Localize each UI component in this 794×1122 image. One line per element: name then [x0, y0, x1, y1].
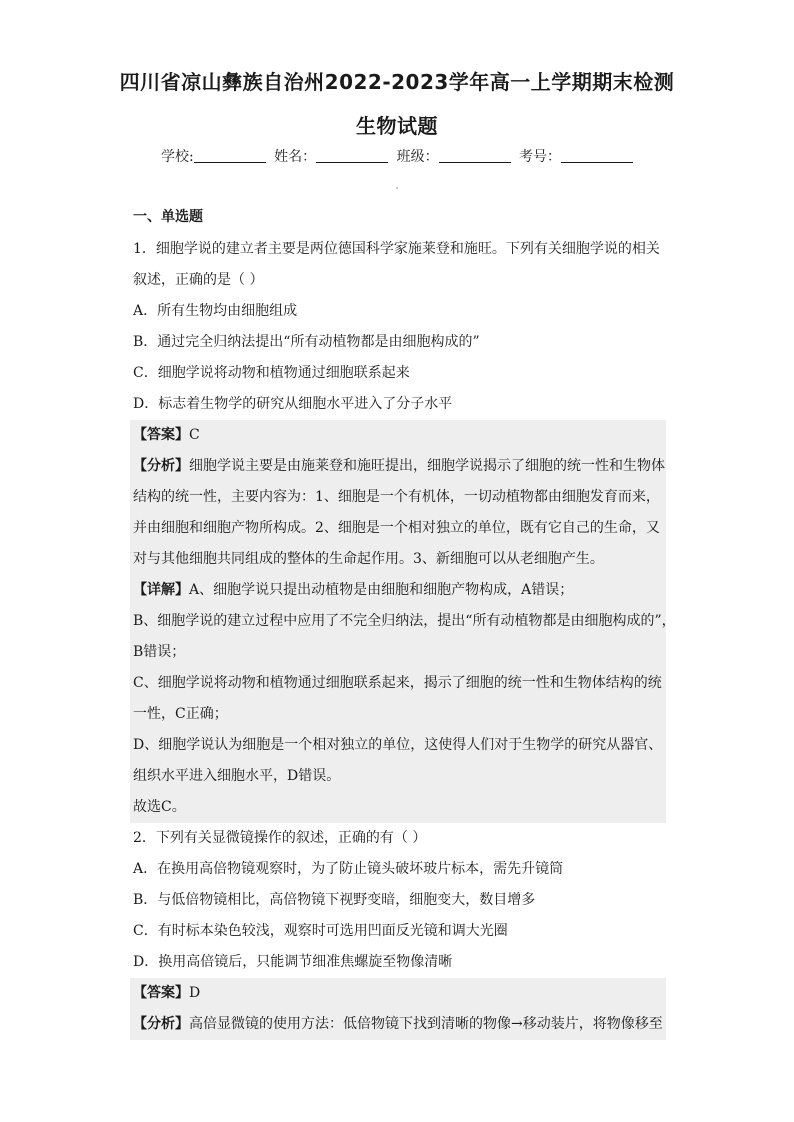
- exam-title: 四川省凉山彝族自治州2022-2023学年高一上学期期末检测: [119, 70, 675, 94]
- school-label: 学校:: [160, 149, 194, 165]
- q1-stem-line: 1．细胞学说的建立者主要是两位德国科学家施莱登和施旺。下列有关细胞学说的相关: [133, 241, 660, 257]
- q2-stem-line: 2．下列有关显微镜操作的叙述，正确的有（ ）: [133, 830, 427, 846]
- q1-analysis-line: 并由细胞和细胞产物所构成。2、细胞是一个相对独立的单位，既有它自己的生命，又: [133, 520, 660, 536]
- q2-option-d: D．换用高倍镜后，只能调节细准焦螺旋至物像清晰: [133, 954, 453, 970]
- q1-detail-line: 故选C。: [133, 799, 186, 815]
- question-1: [133, 234, 676, 823]
- q1-stem-line: 叙述，正确的是（ ）: [133, 272, 264, 288]
- answer-tag: 【答案】: [133, 985, 189, 1001]
- q1-detail-line: 一性，C正确；: [133, 706, 228, 722]
- q2-option-c: C．有时标本染色较浅，观察时可选用凹面反光镜和调大光圈: [133, 923, 508, 939]
- q1-detail-line: B、细胞学说的建立过程中应用了不完全归纳法，提出“所有动植物都是由细胞构成的”，: [133, 613, 676, 629]
- q1-option-c: C．细胞学说将动物和植物通过细胞联系起来: [133, 365, 410, 381]
- exam-subtitle: 生物试题: [356, 114, 438, 138]
- analysis-text: 细胞学说主要是由施莱登和施旺提出，细胞学说揭示了细胞的统一性和生物体: [189, 458, 665, 474]
- center-dot: [396, 187, 398, 189]
- q1-option-a: A．所有生物均由细胞组成: [133, 303, 298, 319]
- q2-option-b: B．与低倍物镜相比，高倍物镜下视野变暗，细胞变大，数目增多: [133, 892, 536, 908]
- q2-solution-block: [130, 978, 666, 1040]
- q1-detail-line: B错误；: [133, 644, 186, 660]
- answer-value: D: [189, 985, 201, 1001]
- q1-answer: [133, 420, 663, 451]
- q2-answer: [133, 978, 663, 1009]
- answer-tag: 【答案】: [133, 427, 189, 443]
- q1-detail-line: C、细胞学说将动物和植物通过细胞联系起来，揭示了细胞的统一性和生物体结构的统: [133, 675, 662, 691]
- q1-detail-line: 组织水平进入细胞水平，D错误。: [133, 768, 341, 784]
- q1-option-b: B．通过完全归纳法提出“所有动植物都是由细胞构成的”: [133, 334, 480, 350]
- number-label: 考号：: [519, 149, 562, 165]
- q1-solution-block: [130, 420, 676, 823]
- question-2: [133, 823, 663, 1040]
- q1-detail-line: [133, 575, 663, 606]
- q2-analysis-line: [133, 1009, 663, 1040]
- answer-value: C: [189, 427, 200, 443]
- section-title: 一、单选题: [133, 209, 203, 225]
- analysis-tag: 【分析】: [133, 458, 189, 474]
- analysis-text: 高倍显微镜的使用方法：低倍物镜下找到清晰的物像→移动装片，将物像移至: [189, 1016, 663, 1032]
- name-label: 姓名：: [274, 149, 317, 165]
- class-label: 班级：: [396, 149, 439, 165]
- q1-detail-line: D、细胞学说认为细胞是一个相对独立的单位，这使得人们对于生物学的研究从器官、: [133, 737, 663, 753]
- class-blank: [439, 148, 511, 163]
- analysis-tag: 【分析】: [133, 1016, 189, 1032]
- name-blank: [316, 148, 388, 163]
- school-blank: [194, 148, 266, 163]
- q2-option-a: A．在换用高倍物镜观察时，为了防止镜头破坏玻片标本，需先升镜筒: [133, 861, 564, 877]
- student-info-row: [0, 146, 794, 166]
- q1-analysis-line: [133, 451, 663, 482]
- detail-text: A、细胞学说只提出动植物是由细胞和细胞产物构成，A错误；: [189, 582, 574, 598]
- q1-option-d: D．标志着生物学的研究从细胞水平进入了分子水平: [133, 396, 453, 412]
- exam-content: [133, 206, 676, 1040]
- q1-analysis-line: 结构的统一性，主要内容为：1、细胞是一个有机体，一切动植物都由细胞发育而来，: [133, 489, 660, 505]
- q1-analysis-line: 对与其他细胞共同组成的整体的生命起作用。3、新细胞可以从老细胞产生。: [133, 551, 604, 567]
- number-blank: [561, 148, 633, 163]
- detail-tag: 【详解】: [133, 582, 189, 598]
